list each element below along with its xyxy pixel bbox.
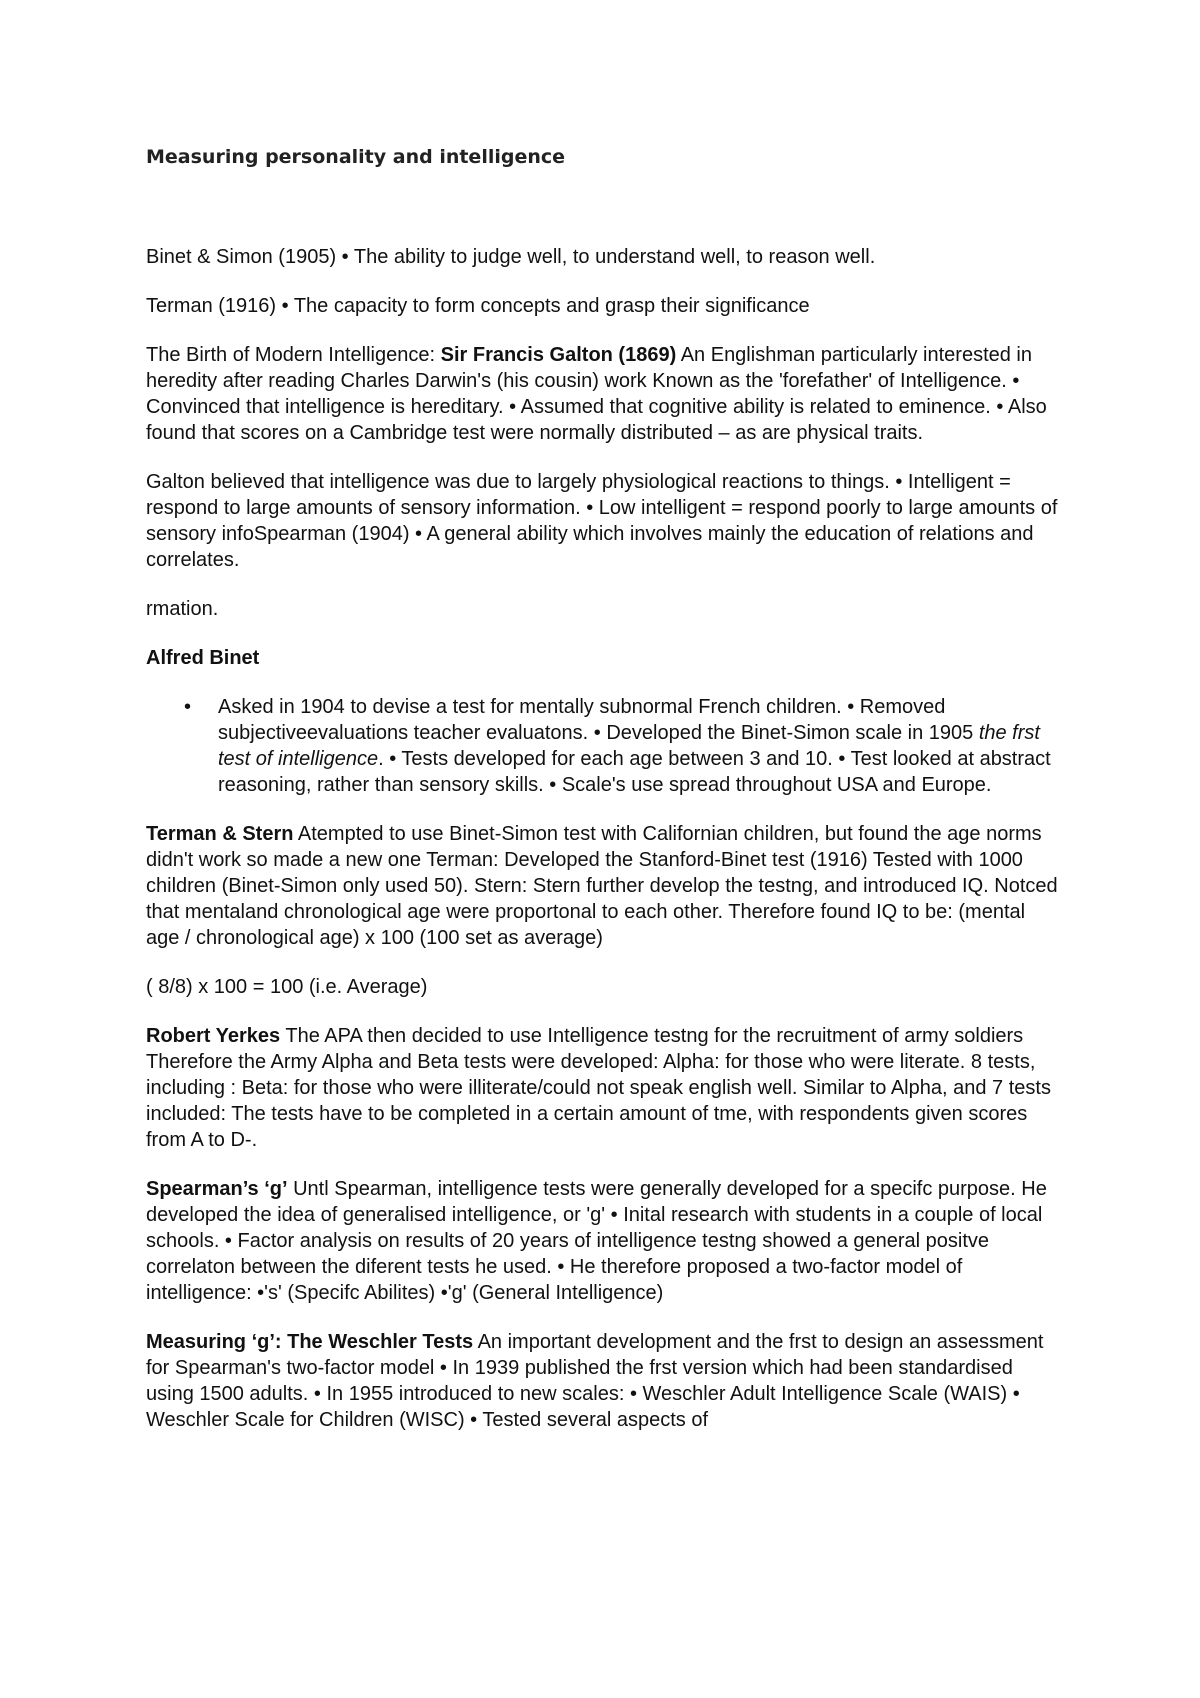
paragraph-spearman	[146, 1176, 1061, 1306]
binet-bullet-list	[146, 694, 1061, 798]
paragraph-galton-belief: Galton believed that intelligence was due to largely physiological reactions to things. • Intelligent = respond to large amounts of sensory information. • Low intelligent = respond poorly to large amounts of sensory infoSpearman (1904) • A general ability which involves mainly the education of relations and correlates.	[146, 471, 1058, 571]
document-body	[146, 244, 1061, 1456]
paragraph-terman: Terman (1916) • The capacity to form concepts and grasp their significance	[146, 295, 810, 317]
paragraph-fragment: rmation.	[146, 598, 219, 620]
spearman-heading: Spearman’s ‘g’	[146, 1178, 288, 1200]
terman-stern-text: Atempted to use Binet-Simon test with Californian children, but found the age norms didn't work so made a new one Terman: Developed the Stanford-Binet test (1916) Tested with 1000 children (Binet-Simon only used 50). Stern: Stern further develop the testng, and introduced IQ. Notced that mentaland chronological age were proportonal to each other. Therefore found IQ to be: (mental age / chronological age) x 100 (100 set as average)	[146, 823, 1058, 949]
paragraph-galton	[146, 342, 1061, 446]
paragraph-binet-simon: Binet & Simon (1905) • The ability to judge well, to understand well, to reason well.	[146, 246, 876, 268]
weschler-heading: Measuring ‘g’: The Weschler Tests	[146, 1331, 474, 1353]
paragraph-iq-formula: ( 8/8) x 100 = 100 (i.e. Average)	[146, 976, 428, 998]
terman-stern-heading: Terman & Stern	[146, 823, 294, 845]
binet-bullet-italic: the frst test of intelligence	[218, 722, 1040, 770]
paragraph-terman-stern	[146, 821, 1061, 951]
list-item	[146, 694, 1061, 798]
galton-intro: The Birth of Modern Intelligence:	[146, 344, 441, 366]
binet-bullet-text-post: . • Tests developed for each age between 3 and 10. • Test looked at abstract reasoning, rather than sensory skills. • Scale's use spread throughout USA and Europe.	[218, 748, 1051, 796]
yerkes-text: The APA then decided to use Intelligence testng for the recruitment of army soldiers Therefore the Army Alpha and Beta tests were developed: Alpha: for those who were literate. 8 tests, including : Beta: for those who were illiterate/could not speak english well. Similar to Alpha, and 7 tests included: The tests have to be completed in a certain amount of tme, with respondents given scores from A to D-.	[146, 1025, 1051, 1151]
galton-heading: Sir Francis Galton (1869)	[440, 344, 677, 366]
weschler-text: An important development and the frst to design an assessment for Spearman's two-factor model • In 1939 published the frst version which had been standardised using 1500 adults. • In 1955 introduced to new scales: • Weschler Adult Intelligence Scale (WAIS) • Weschler Scale for Children (WISC) • Tested several aspects of	[146, 1331, 1044, 1431]
section-heading-alfred-binet: Alfred Binet	[146, 647, 260, 669]
spearman-text: Untl Spearman, intelligence tests were generally developed for a specifc purpose. He developed the idea of generalised intelligence, or 'g' • Inital research with students in a couple of local schools. • Factor analysis on results of 20 years of intelligence testng showed a general positve correlaton between the diferent tests he used. • He therefore proposed a two-factor model of intelligence: •'s' (Specifc Abilites) •'g' (General Intelligence)	[146, 1178, 1047, 1304]
galton-text: An Englishman particularly interested in heredity after reading Charles Darwin's (his cousin) work Known as the 'forefather' of Intelligence. • Convinced that intelligence is hereditary. • Assumed that cognitive ability is related to eminence. • Also found that scores on a Cambridge test were normally distributed – as are physical traits.	[146, 344, 1047, 444]
document-title: Measuring personality and intelligence	[146, 146, 566, 168]
binet-bullet-text-pre: Asked in 1904 to devise a test for mentally subnormal French children. • Removed subjectiveevaluations teacher evaluatons. • Developed the Binet-Simon scale in 1905	[218, 696, 979, 744]
paragraph-yerkes	[146, 1023, 1061, 1153]
bullet-icon: •	[184, 696, 192, 718]
yerkes-heading: Robert Yerkes	[146, 1025, 281, 1047]
paragraph-weschler	[146, 1329, 1061, 1433]
